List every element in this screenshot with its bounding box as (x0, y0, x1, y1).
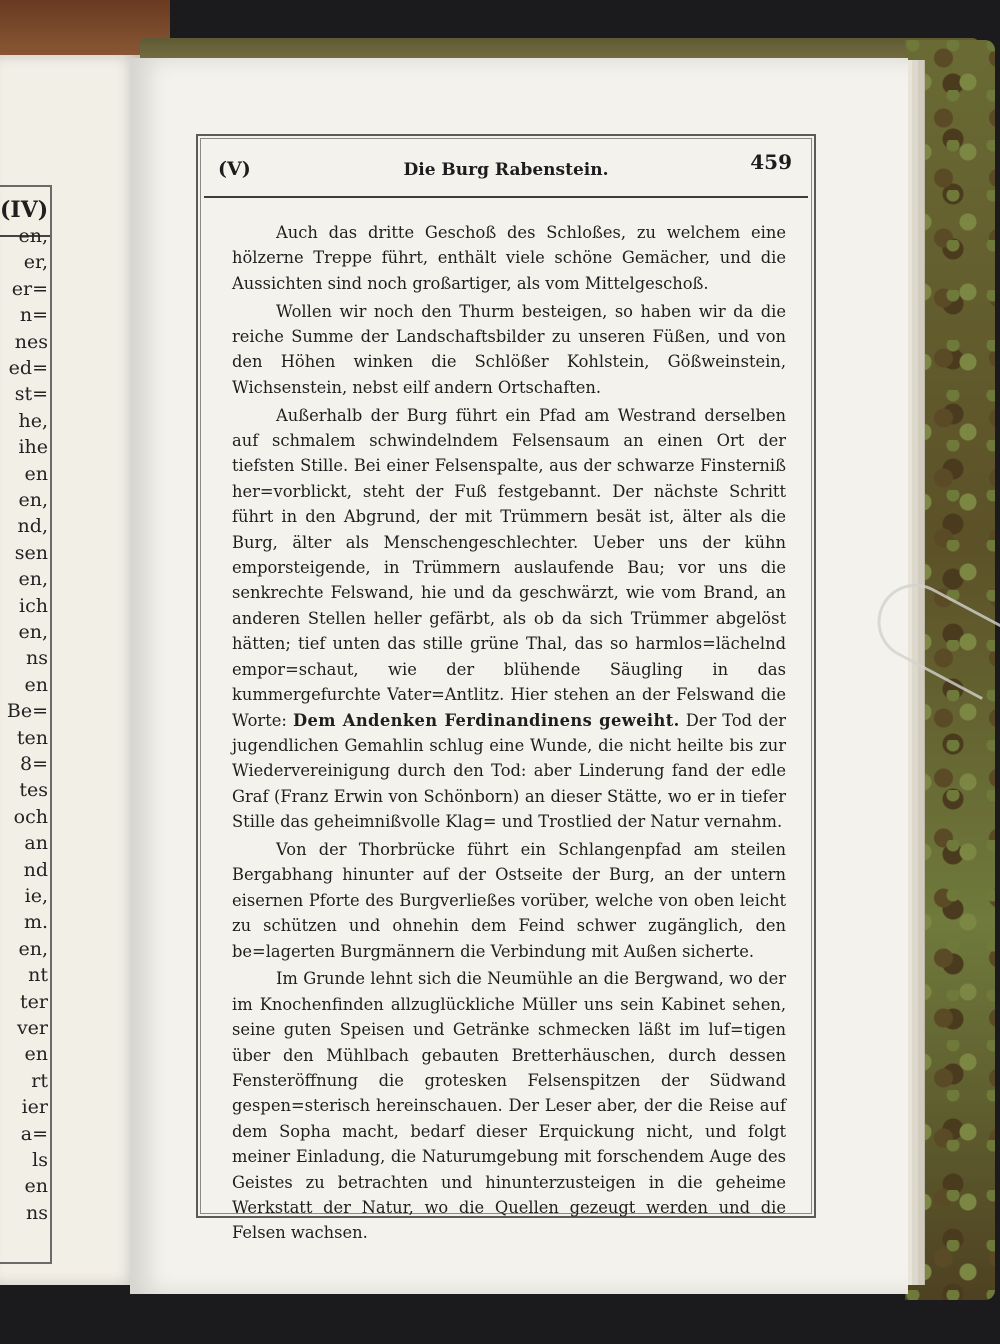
inscription-text: Dem Andenken Ferdinandinens geweiht. (292, 710, 680, 730)
left-fragment: sen (14, 541, 48, 564)
left-fragment: ns (26, 647, 48, 670)
right-page (130, 58, 908, 1294)
left-fragment: ter (20, 990, 48, 1013)
left-fragment: en, (18, 225, 48, 247)
left-fragment: ns (26, 1201, 48, 1224)
left-fragment: ten (16, 726, 48, 749)
left-fragment: nt (28, 964, 48, 987)
left-fragment: nes (14, 330, 48, 353)
body-text (232, 220, 786, 1248)
paragraph (232, 299, 786, 401)
header-rule (204, 196, 808, 198)
paragraph-text: Von der Thorbrücke führt ein Schlangenpfad am steilen Bergabhang hinunter auf der Ostseite der Burg, an der untern eisernen Pforte des Burgverließes vorüber, welche von oben leicht zu schützen und ohnehin dem Feind schwer zugänglich, den be=lagerten Burgmännern die Verbindung mit Außen sicherte. (232, 839, 786, 961)
left-fragment: nd, (17, 515, 48, 538)
left-fragment: st= (14, 383, 48, 406)
paragraph (232, 837, 786, 964)
page-frame (196, 134, 816, 1243)
left-fragment: ver (16, 1017, 48, 1039)
left-fragment: en (24, 1043, 48, 1066)
section-number: (V) (218, 158, 251, 180)
running-title: Die Burg Rabenstein. (403, 160, 609, 180)
paragraph-text: Im Grunde lehnt sich die Neumühle an die Bergwand, wo der im Knochenfinden allzuglückliche Müller uns sein Kabinet sehen, seine guten Speisen und Getränke schmecken läßt im luf=tigen über den Mühlbach gebauten Bretterhäuschen, durch dessen Fensteröffnung die grotesken Felsenspitzen der Südwand gespen=sterisch hereinschauen. Der Leser aber, der die Reise auf dem Sopha macht, bedarf dieser Erquickung nicht, und folgt meiner Einladung, die Naturumgebung mit forschendem Auge des Geistes zu betrachten und hinunterzusteigen in die geheime Werkstatt der Natur, wo die Quellen gezeugt werden und die Felsen wachsen. (232, 969, 786, 1243)
page-number: 459 (750, 150, 792, 174)
left-fragment: en (24, 673, 48, 696)
left-fragment: och (13, 805, 48, 828)
left-fragment: en (24, 1175, 48, 1198)
left-fragment: er, (23, 251, 48, 274)
left-fragment: ie, (24, 885, 48, 907)
paragraph-text: Außerhalb der Burg führt ein Pfad am Westrand derselben auf schmalem schwindelndem Felsensaum an einen Ort der tiefsten Stille. Bei einer Felsenspalte, aus der schwarze Finsterniß her=vorblickt, steht der Fuß festgebannt. Der nächste Schritt führt in den Abgrund, der mit Trümmern besät ist, älter als die Burg, älter als Menschengeschlechter. Ueber uns der kühn emporsteigende, in Trümmern auslaufende Bau; vor uns die senkrechte Felswand, hie und da geschwärzt, wie vom Brand, an anderen Stellen heller gefärbt, als ob da sich Trümmer abgelöst hätten; tief unten das stille grüne Thal, das so harmlos=lächelnd empor=schaut, wie der blühende Säugling in das kummergefurchte Vater=Antlitz. Hier stehen an der Felswand die Worte: (232, 405, 786, 730)
paragraph (232, 966, 786, 1245)
left-fragment: n= (19, 304, 48, 327)
page-edge (918, 60, 925, 1285)
paragraph-text: Der Tod der jugendlichen Gemahlin schlug eine Wunde, die nicht heilte bis zur Wiedervereinigung durch den Tod: aber Linderung fand der edle Graf (Franz Erwin von Schönborn) an dieser Stätte, wo er in tiefer Stille das geheimnißvolle Klag= und Trostlied der Natur vernahm. (232, 710, 786, 832)
left-fragment: he, (18, 409, 48, 432)
paragraph-text: Wollen wir noch den Thurm besteigen, so haben wir da die reiche Summe der Landschaftsbilder zu unseren Füßen, und von den Höhen winken die Schlößer Kohlstein, Gößweinstein, Wichsenstein, nebst eilf andern Ortschaften. (232, 301, 786, 397)
paragraph-text: Auch das dritte Geschoß des Schloßes, zu welchem eine hölzerne Treppe führt, enthält viele schöne Gemächer, und die Aussichten sind noch großartiger, als vom Mittelgeschoß. (232, 223, 786, 293)
left-fragment: m. (23, 911, 48, 934)
left-fragment: en, (18, 489, 48, 511)
left-fragment: rt (31, 1069, 48, 1092)
paragraph (232, 403, 786, 835)
left-fragment: ls (32, 1149, 48, 1171)
left-fragment: en, (18, 568, 48, 591)
left-fragment: er= (11, 277, 48, 300)
left-fragment: ed= (8, 357, 48, 379)
left-fragment: nd (23, 858, 48, 881)
left-fragment: en, (18, 621, 48, 643)
left-fragment: ich (19, 594, 48, 617)
left-fragment: an (24, 832, 48, 855)
left-fragment: a= (20, 1122, 48, 1145)
left-fragment: ihe (18, 436, 48, 459)
paragraph (232, 220, 786, 296)
left-fragment: ier (21, 1096, 48, 1119)
left-fragment: tes (19, 779, 48, 802)
left-page (0, 55, 140, 1285)
left-page-header: (IV) (0, 197, 49, 223)
left-fragment: 8= (19, 753, 48, 775)
left-fragment: Be= (6, 700, 48, 723)
left-fragment: en, (18, 937, 48, 960)
left-fragment: en (24, 462, 48, 485)
